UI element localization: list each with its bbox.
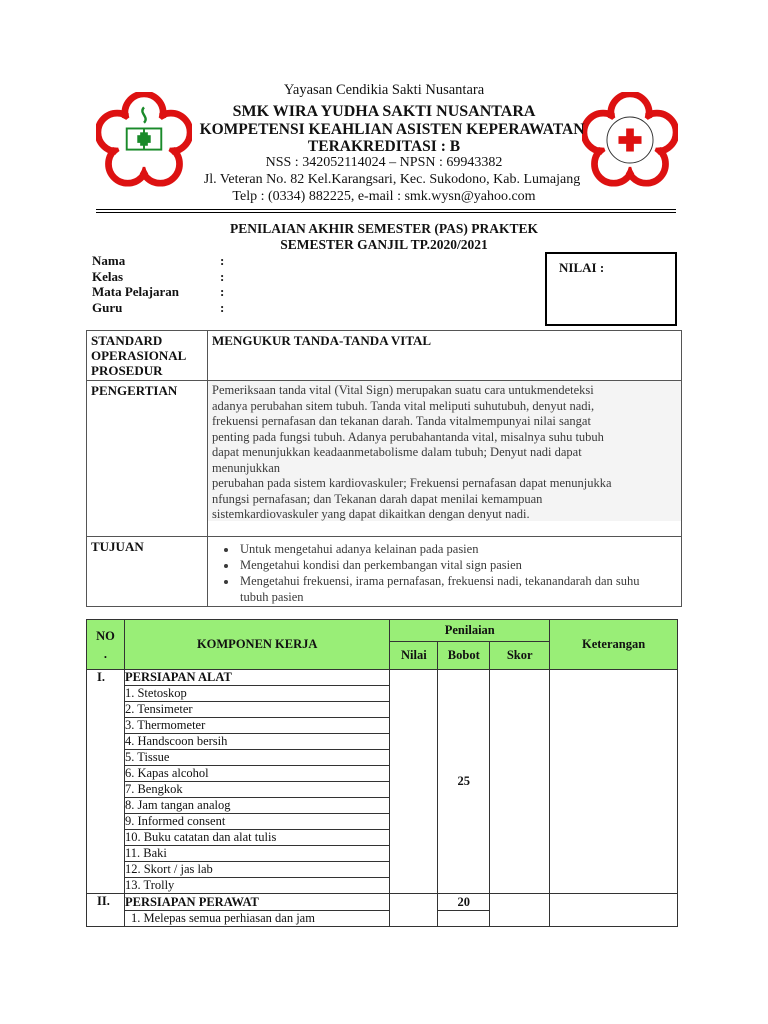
list-item: 7. Bengkok xyxy=(125,782,389,798)
list-item: 5. Tissue xyxy=(125,750,389,766)
pengertian-line: Pemeriksaan tanda vital (Vital Sign) merupakan suatu cara untukmendeteksi xyxy=(212,383,594,397)
school-ids: NSS : 342052114024 – NPSN : 69943382 xyxy=(265,155,503,170)
col-header-nilai: Nilai xyxy=(390,642,438,670)
identity-label-nama: Nama xyxy=(92,253,126,268)
identity-colon-nama[interactable]: : xyxy=(220,253,225,268)
list-item: 2. Tensimeter xyxy=(125,702,389,718)
list-item: 4. Handscoon bersih xyxy=(125,734,389,750)
skor-cell[interactable] xyxy=(490,670,550,894)
nilai-label: NILAI : xyxy=(559,260,605,275)
nilai-cell[interactable] xyxy=(390,894,438,927)
list-item: 10. Buku catatan dan alat tulis xyxy=(125,830,389,846)
section-title: PERSIAPAN ALAT xyxy=(124,670,389,686)
identity-label-guru: Guru xyxy=(92,300,123,315)
program-name: KOMPETENSI KEAHLIAN ASISTEN KEPERAWATAN xyxy=(199,121,585,138)
identity-colon-mapel[interactable]: : xyxy=(220,284,225,299)
pengertian-label: PENGERTIAN xyxy=(87,381,208,537)
list-item: 3. Thermometer xyxy=(125,718,389,734)
item-list xyxy=(125,686,389,893)
identity-label-kelas: Kelas xyxy=(92,269,124,284)
keterangan-cell[interactable] xyxy=(550,894,678,927)
tujuan-item: • Mengetahui frekuensi, irama pernafasan, frekuensi nadi, tekanandarah dan suhu tubuh pasien xyxy=(238,573,681,605)
pengertian-line: sistemkardiovaskuler yang dapat dikaitkan dengan denyut nadi. xyxy=(212,507,530,521)
list-item: 13. Trolly xyxy=(125,878,389,894)
sop-label: STANDARD OPERASIONAL PROSEDUR xyxy=(87,331,208,381)
bobot-cell-empty xyxy=(438,911,490,927)
pengertian-line: adanya perubahan sitem tubuh. Tanda vital meliputi suhutubuh, denyut nadi, xyxy=(212,398,595,413)
skor-cell[interactable] xyxy=(490,894,550,927)
section-title: PERSIAPAN PERAWAT xyxy=(124,894,389,911)
col-header-bobot: Bobot xyxy=(438,642,490,670)
pengertian-line: dapat menunjukkan keadaanmetabolisme dalam tubuh; Denyut nadi dapat xyxy=(212,445,582,459)
pengertian-line: perubahan pada sistem kardiovaskuler; Frekuensi pernafasan dapat menunjukka xyxy=(212,476,612,490)
bobot-cell: 25 xyxy=(438,670,490,894)
school-contact: Telp : (0334) 882225, e-mail : smk.wysn@yahoo.com xyxy=(232,189,536,204)
sop-value: MENGUKUR TANDA-TANDA VITAL xyxy=(208,331,682,381)
list-item: 8. Jam tangan analog xyxy=(125,798,389,814)
pengertian-line: penting pada fungsi tubuh. Adanya perubahantanda vital, misalnya suhu tubuh xyxy=(212,429,604,444)
pengertian-text xyxy=(208,381,681,521)
bobot-cell: 20 xyxy=(438,894,490,911)
nilai-box[interactable] xyxy=(545,252,677,326)
school-name: SMK WIRA YUDHA SAKTI NUSANTARA xyxy=(232,103,536,120)
tujuan-item: • Untuk mengetahui adanya kelainan pada pasien xyxy=(238,541,681,557)
nilai-cell[interactable] xyxy=(390,670,438,894)
sop-table xyxy=(86,330,682,607)
section-no: II. xyxy=(87,894,125,927)
pengertian-line: frekuensi pernafasan dan tekanan darah. Tanda vitalmempunyai nilai sangat xyxy=(212,414,591,428)
foundation-name: Yayasan Cendikia Sakti Nusantara xyxy=(283,82,485,98)
identity-colon-guru[interactable]: : xyxy=(220,300,225,315)
list-item: 11. Baki xyxy=(125,846,389,862)
list-item: 12. Skort / jas lab xyxy=(125,862,389,878)
keterangan-cell[interactable] xyxy=(550,670,678,894)
col-header-no: NO . xyxy=(87,620,125,670)
header-divider-thin xyxy=(96,212,676,213)
list-item: 1. Stetoskop xyxy=(125,686,389,702)
exam-title: PENILAIAN AKHIR SEMESTER (PAS) PRAKTEK xyxy=(229,221,539,236)
list-item: 9. Informed consent xyxy=(125,814,389,830)
col-header-keterangan: Keterangan xyxy=(550,620,678,670)
header-divider xyxy=(96,209,676,210)
tujuan-list xyxy=(208,541,681,605)
tujuan-label: TUJUAN xyxy=(87,537,208,607)
col-header-penilaian: Penilaian xyxy=(390,620,550,642)
list-item: 1. Melepas semua perhiasan dan jam xyxy=(124,911,389,927)
identity-label-mapel: Mata Pelajaran xyxy=(92,284,180,299)
pengertian-line: nfungsi pernafasan; dan Tekanan darah dapat menilai kemampuan xyxy=(212,491,543,506)
list-item: 6. Kapas alcohol xyxy=(125,766,389,782)
section-no: I. xyxy=(87,670,125,894)
col-header-komponen: KOMPONEN KERJA xyxy=(124,620,389,670)
col-header-skor: Skor xyxy=(490,642,550,670)
exam-subtitle: SEMESTER GANJIL TP.2020/2021 xyxy=(280,237,488,252)
identity-colon-kelas[interactable]: : xyxy=(220,269,225,284)
accreditation: TERAKREDITASI : B xyxy=(307,138,461,155)
pengertian-line: menunjukkan xyxy=(212,460,281,475)
assessment-table xyxy=(86,619,678,927)
school-address: Jl. Veteran No. 82 Kel.Karangsari, Kec. Sukodono, Kab. Lumajang xyxy=(203,172,581,187)
tujuan-item: • Mengetahui kondisi dan perkembangan vital sign pasien xyxy=(238,557,681,573)
